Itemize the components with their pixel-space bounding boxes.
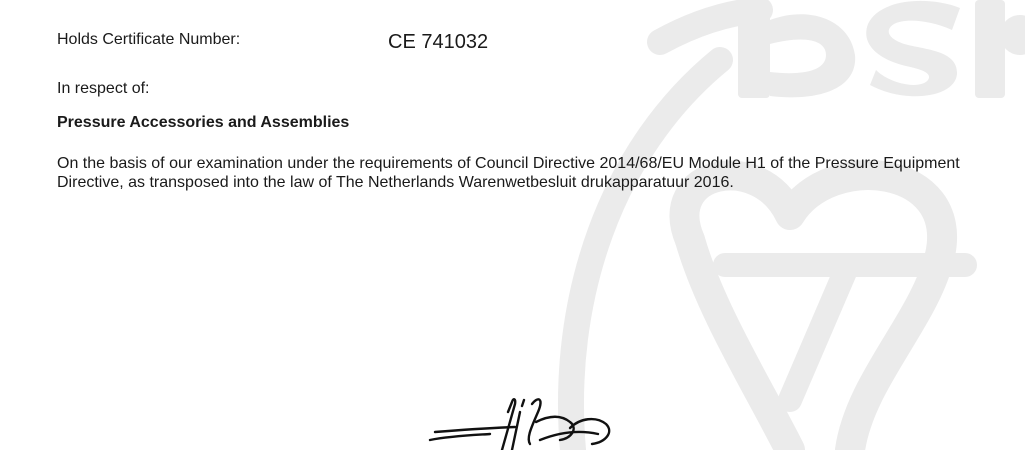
- certificate-subject: Pressure Accessories and Assemblies: [57, 114, 350, 131]
- examination-basis-text: On the basis of our examination under the requirements of Council Directive 2014/68/EU Module H1 of the Pressure Equipment Directive, as transposed into the law of The Netherlands Warenwetbesluit drukapparatuur 2016.: [57, 155, 960, 191]
- handwritten-signature: [420, 392, 630, 450]
- certificate-number: CE 741032: [388, 31, 489, 53]
- respect-of-label: In respect of:: [57, 80, 150, 97]
- certificate-number-label: Holds Certificate Number:: [57, 31, 241, 48]
